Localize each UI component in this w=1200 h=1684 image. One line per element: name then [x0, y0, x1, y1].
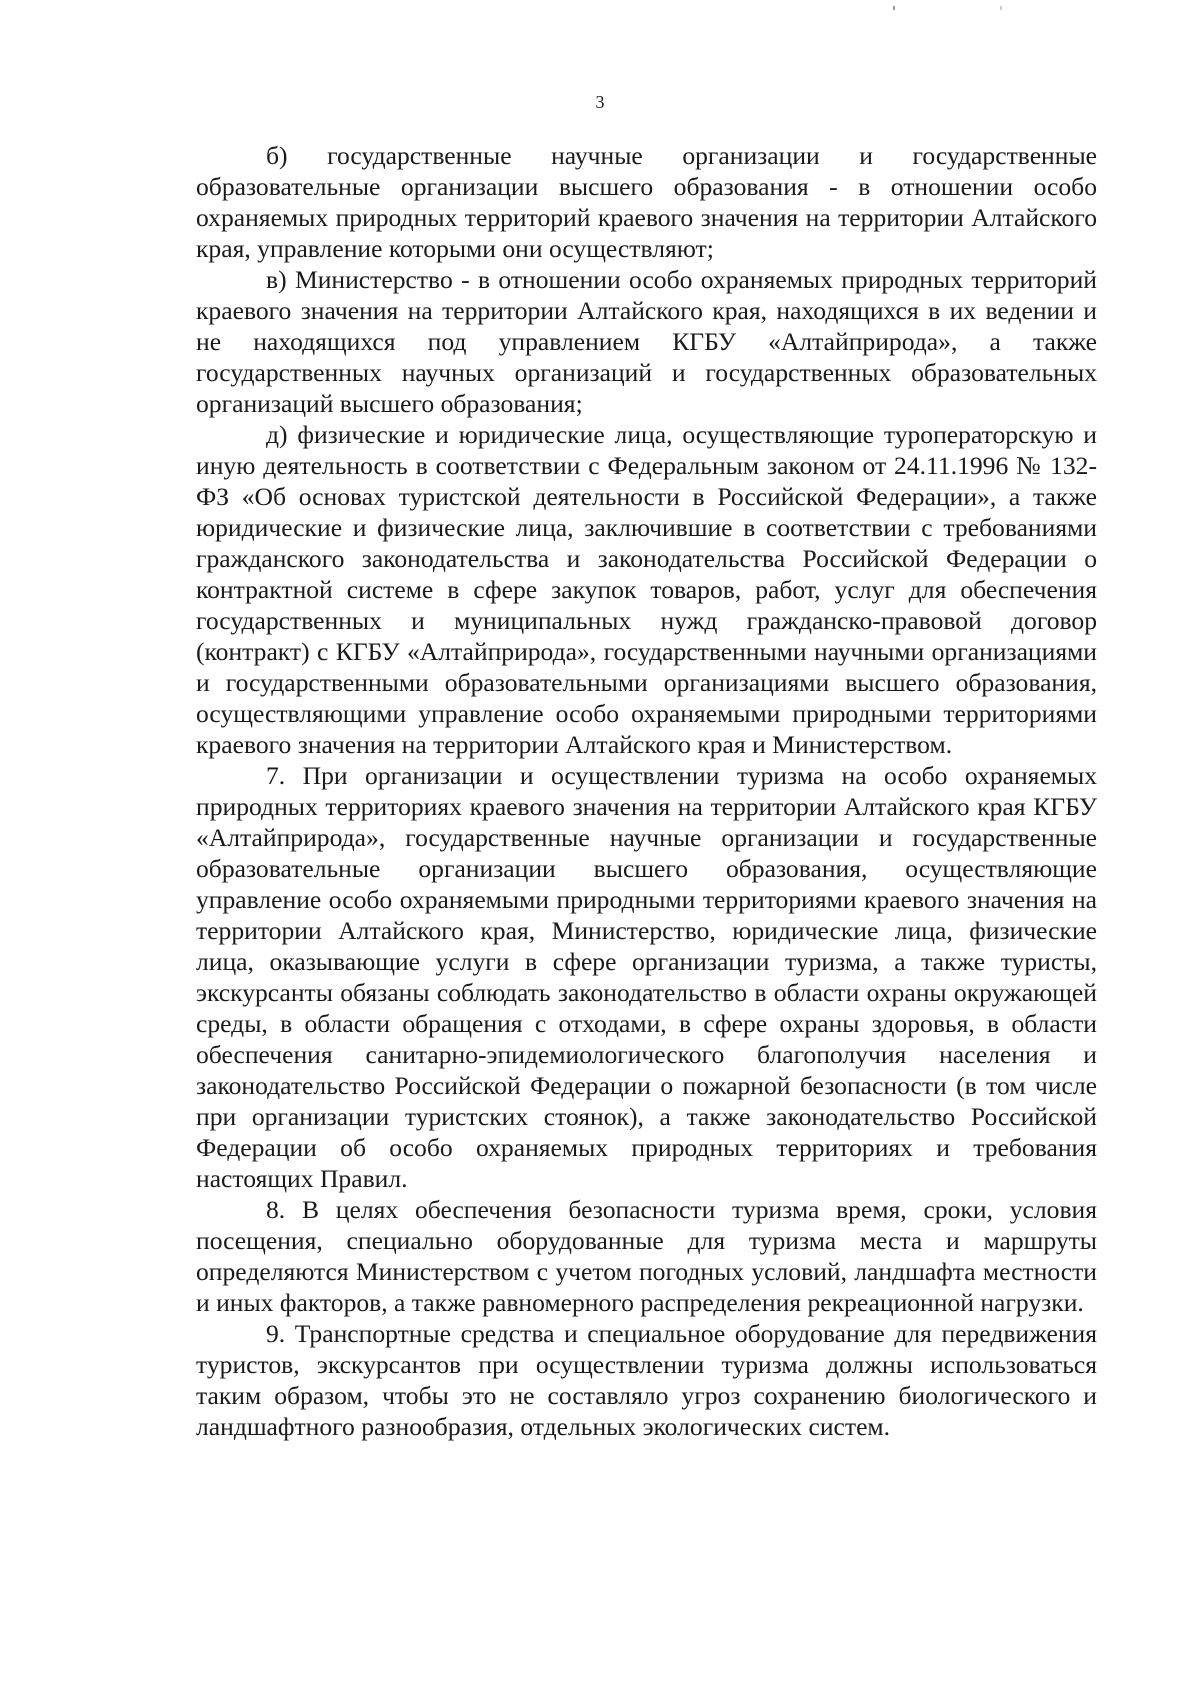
paragraph-8: 8. В целях обеспечения безопасности туризма время, сроки, условия посещения, специально оборудованные для туризма места и маршруты определяются Министерством с учетом погодных условий, ландшафта местности и иных факторов, а также равномерного распределения рекреационной нагрузки. — [196, 1195, 1097, 1317]
paragraph-9: 9. Транспортные средства и специальное оборудование для передвижения туристов, экскурсантов при осуществлении туризма должны использоваться таким образом, чтобы это не составляло угроз сохранению биологического и ландшафтного разнообразия, отдельных экологических систем. — [196, 1319, 1097, 1441]
paragraph-7: 7. При организации и осуществлении туризма на особо охраняемых природных территориях краевого значения на территории Алтайского края КГБУ «Алтайприрода», государственные научные организации и государственные образовательные организации высшего образования, осуществляющие управление особо охраняемыми природными территориями краевого значения на территории Алтайского края, Министерство, юридические лица, физические лица, оказывающие услуги в сфере организации туризма, а также туристы, экскурсанты обязаны соблюдать законодательство в области охраны окружающей среды, в области обращения с отходами, в сфере охраны здоровья, в области обеспечения санитарно-эпидемиологического благополучия населения и законодательство Российской Федерации о пожарной безопасности (в том числе при организации туристских стоянок), а также законодательство Российской Федерации об особо охраняемых природных территориях и требования настоящих Правил. — [196, 761, 1097, 1193]
paragraph-b: б) государственные научные организации и государственные образовательные организации высшего образования - в отношении особо охраняемых природных территорий краевого значения на территории Алтайского края, управление которыми они осуществляют; — [196, 141, 1097, 263]
page-number: 3 — [595, 92, 605, 112]
scan-artifact-mark — [893, 6, 895, 10]
scan-artifact-mark — [1000, 6, 1002, 10]
document-body — [196, 140, 1097, 1442]
paragraph-d: д) физические и юридические лица, осуществляющие туроператорскую и иную деятельность в соответствии с Федеральным законом от 24.11.1996 № 132-ФЗ «Об основах туристской деятельности в Российской Федерации», а также юридические и физические лица, заключившие в соответствии с требованиями гражданского законодательства и законодательства Российской Федерации о контрактной системе в сфере закупок товаров, работ, услуг для обеспечения государственных и муниципальных нужд гражданско-правовой договор (контракт) с КГБУ «Алтайприрода», государственными научными организациями и государственными образовательными организациями высшего образования, осуществляющими управление особо охраняемыми природными территориями краевого значения на территории Алтайского края и Министерством. — [196, 420, 1097, 759]
paragraph-v: в) Министерство - в отношении особо охраняемых природных территорий краевого значения на территории Алтайского края, находящихся в их ведении и не находящихся под управлением КГБУ «Алтайприрода», а также государственных научных организаций и государственных образовательных организаций высшего образования; — [196, 265, 1097, 418]
